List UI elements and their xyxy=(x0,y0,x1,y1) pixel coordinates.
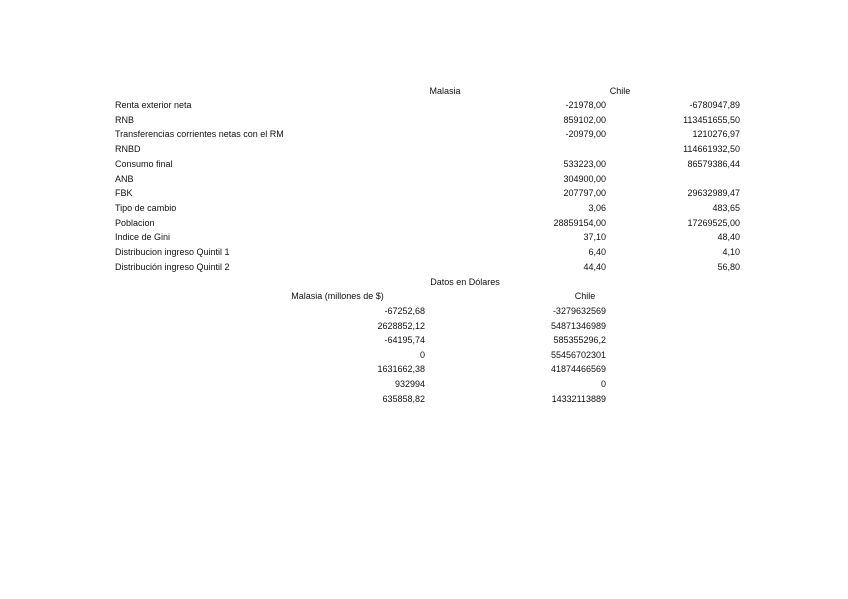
table2-cell-chile: 55456702301 xyxy=(550,350,606,360)
table1-cell-malasia: 3,06 xyxy=(588,203,606,213)
table2-cell-malasia: 2628852,12 xyxy=(377,321,425,331)
table1-cell-malasia: 207797,00 xyxy=(563,188,606,198)
table2-title: Datos en Dólares xyxy=(430,277,500,287)
table1-row-label: Tipo de cambio xyxy=(115,203,177,213)
table1-cell-malasia: -20979,00 xyxy=(565,129,606,139)
table2-cell-chile: -3279632569 xyxy=(552,306,606,316)
table1-cell-chile: 86579386,44 xyxy=(687,159,740,169)
table2-header-malasia: Malasia (millones de $) xyxy=(291,291,384,301)
table1-cell-malasia: 533223,00 xyxy=(563,159,606,169)
table1-row-label: Consumo final xyxy=(115,159,173,169)
table1-cell-chile: 113451655,50 xyxy=(683,115,740,125)
table1-cell-chile: -6780947,89 xyxy=(689,100,740,110)
table2-cell-chile: 14332113889 xyxy=(551,394,606,404)
table2-cell-malasia: 932994 xyxy=(394,379,425,389)
table1-cell-malasia: 304900,00 xyxy=(563,174,606,184)
table1-cell-chile: 483,65 xyxy=(712,203,740,213)
table2-cell-malasia: 0 xyxy=(419,350,425,360)
table1-cell-malasia: 44,40 xyxy=(583,262,606,272)
table1-cell-chile: 114661932,50 xyxy=(683,144,740,154)
table1-row-label: FBK xyxy=(115,188,133,198)
table2-header-chile: Chile xyxy=(574,291,596,301)
table1-row-label: Transferencias corrientes netas con el RM xyxy=(115,129,284,139)
table2-cell-chile: 54871346989 xyxy=(550,321,606,331)
table2-cell-malasia: 635858,82 xyxy=(382,394,425,404)
table1-row-label: Poblacion xyxy=(115,218,155,228)
table1-cell-malasia: 6,40 xyxy=(588,247,606,257)
table2-cell-chile: 0 xyxy=(600,379,606,389)
table1-row-label: Distribución ingreso Quintil 2 xyxy=(115,262,230,272)
table1-cell-chile: 17269525,00 xyxy=(687,218,740,228)
table1-row-label: Renta exterior neta xyxy=(115,100,192,110)
table1-cell-malasia: -21978,00 xyxy=(565,100,606,110)
table2-cell-chile: 585355296,2 xyxy=(553,335,606,345)
table1-cell-malasia: 37,10 xyxy=(583,232,606,242)
table1-cell-chile: 4,10 xyxy=(722,247,740,257)
header-malasia: Malasia xyxy=(429,86,461,96)
header-chile: Chile xyxy=(609,86,631,96)
table1-cell-chile: 29632989,47 xyxy=(687,188,740,198)
table2-cell-malasia: 1631662,38 xyxy=(377,364,425,374)
table1-row-label: RNB xyxy=(115,115,135,125)
table1-row-label: ANB xyxy=(115,174,134,184)
table1-row-label: Indice de Gini xyxy=(115,232,171,242)
table1-cell-malasia: 859102,00 xyxy=(563,115,606,125)
table1-cell-chile: 48,40 xyxy=(717,232,740,242)
table2-cell-malasia: -64195,74 xyxy=(384,335,425,345)
table1-row-label: RNBD xyxy=(115,144,141,154)
table1-row-label: Distribucion ingreso Quintil 1 xyxy=(115,247,230,257)
table2-cell-malasia: -67252,68 xyxy=(384,306,425,316)
table1-cell-malasia: 28859154,00 xyxy=(553,218,606,228)
table2-cell-chile: 41874466569 xyxy=(550,364,606,374)
table1-cell-chile: 1210276,97 xyxy=(692,129,740,139)
table1-cell-chile: 56,80 xyxy=(717,262,740,272)
